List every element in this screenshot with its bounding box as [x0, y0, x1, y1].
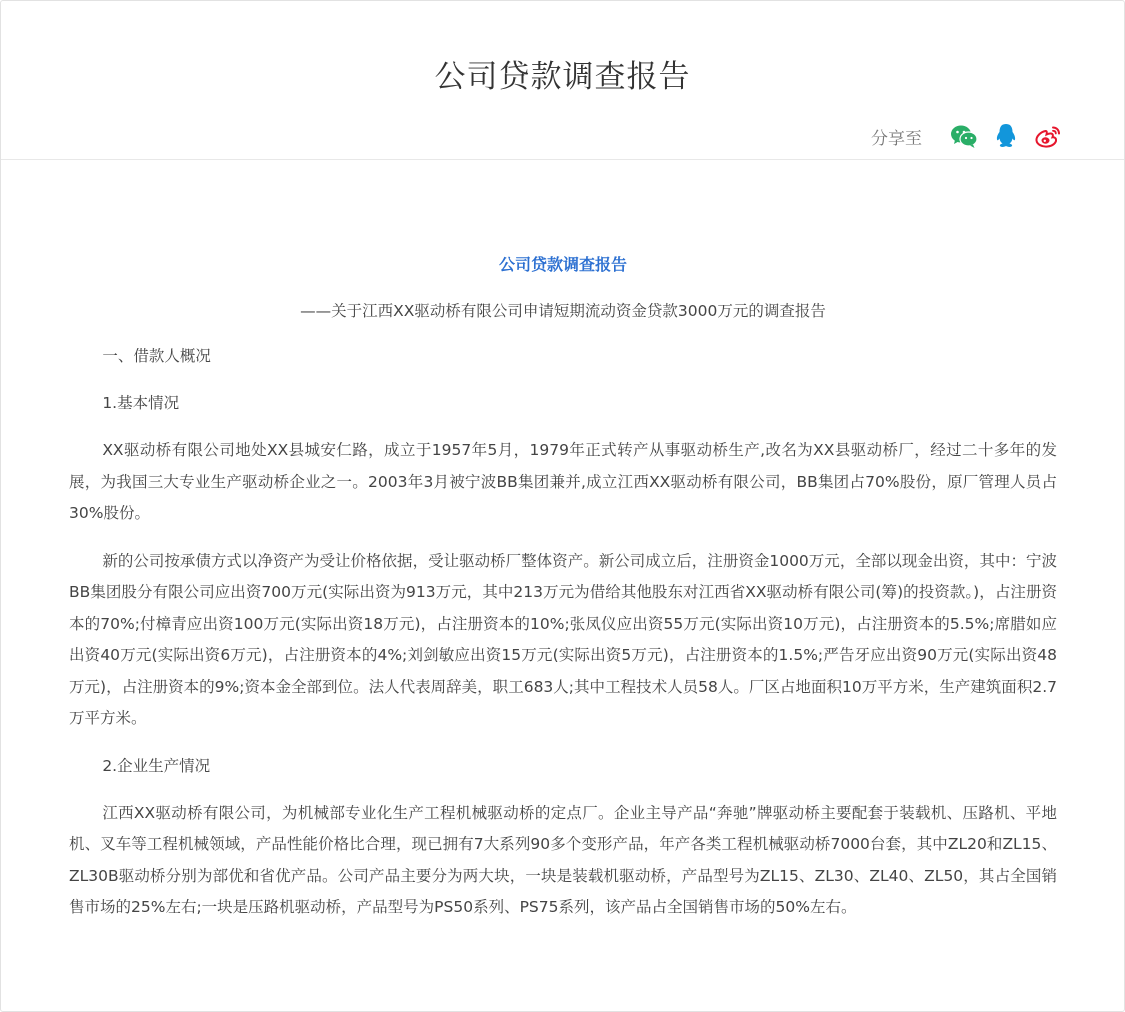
subsection-heading: 1.基本情况	[102, 394, 180, 412]
share-bar	[871, 121, 1062, 151]
qq-icon[interactable]	[992, 123, 1020, 149]
article-subtitle: ——关于江西XX驱动桥有限公司申请短期流动资金贷款3000万元的调查报告	[300, 302, 826, 320]
section-heading: 一、借款人概况	[102, 347, 211, 365]
share-label: 分享至	[871, 128, 922, 149]
subsection-heading: 2.企业生产情况	[102, 756, 211, 775]
wechat-icon[interactable]	[950, 123, 978, 149]
weibo-icon[interactable]	[1034, 123, 1062, 149]
article-title: 公司贷款调查报告	[498, 255, 627, 274]
page-header	[1, 1, 1124, 160]
paragraph: 新的公司按承债方式以净资产为受让价格依据，受让驱动桥厂整体资产。新公司成立后，注册资金1000万元，全部以现金出资，其中：宁波BB集团股分有限公司应出资700万元(实际出资为913万元，其中213万元为借给其他股东对江西省XX驱动桥有限公司(筹)的投资款。)，占注册资本的70%;付樟青应出资100万元(实际出资18万元)，占注册资本的10%;张凤仪应出资55万元(实际出资10万元)，占注册资本的5.5%;席腊如应出资40万元(实际出资6万元)，占注册资本的4%;刘剑敏应出资15万元(实际出资5万元)，占注册资本的1.5%;严告牙应出资90万元(实际出资48万元)，占注册资本的9%;资本金全部到位。法人代表周辞美，职工683人;其中工程技术人员58人。厂区占地面积10万平方米，生产建筑面积2.7万平方米。	[69, 551, 1057, 727]
article-body	[69, 161, 1057, 924]
paragraph: 江西XX驱动桥有限公司，为机械部专业化生产工程机械驱动桥的定点厂。企业主导产品“奔驰”牌驱动桥主要配套于装载机、压路机、平地机、叉车等工程机械领域，产品性能价格比合理，现已拥有7大系列90多个变形产品，年产各类工程机械驱动桥7000台套，其中ZL20和ZL15、ZL30B驱动桥分别为部优和省优产品。公司产品主要分为两大块，一块是装载机驱动桥，产品型号为ZL15、ZL30、ZL40、ZL50，其占全国销售市场的25%左右;一块是压路机驱动桥，产品型号为PS50系列、PS75系列，该产品占全国销售市场的50%左右。	[69, 803, 1057, 916]
paragraph: XX驱动桥有限公司地处XX县城安仁路，成立于1957年5月，1979年正式转产从事驱动桥生产,改名为XX县驱动桥厂，经过二十多年的发展，为我国三大专业生产驱动桥企业之一。2003年3月被宁波BB集团兼并,成立江西XX驱动桥有限公司，BB集团占70%股份，原厂管理人员占30%股份。	[69, 441, 1057, 522]
page-title: 公司贷款调查报告	[434, 59, 691, 95]
